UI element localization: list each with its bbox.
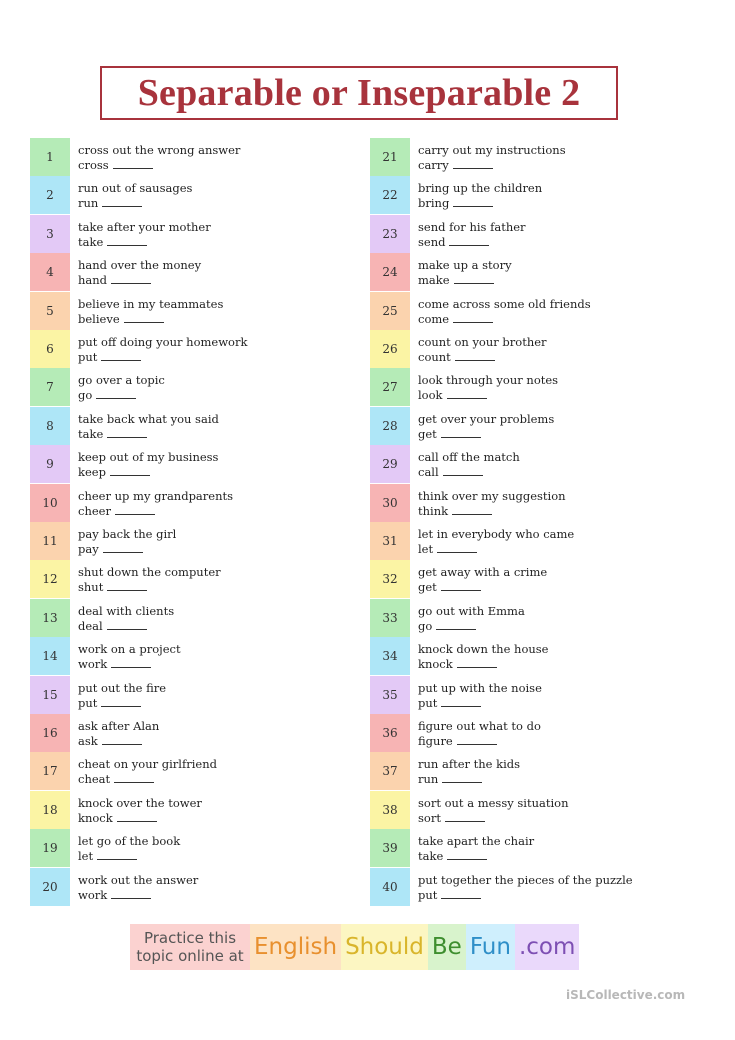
practice-line-1: Practice this	[143, 929, 237, 947]
answer-blank[interactable]	[115, 504, 155, 515]
phrasal-verb-phrase: put together the pieces of the puzzle	[418, 872, 633, 887]
answer-line	[418, 235, 718, 250]
item-text	[418, 565, 718, 595]
answer-blank[interactable]	[103, 542, 143, 553]
answer-blank[interactable]	[441, 696, 481, 707]
phrasal-verb-phrase: run after the kids	[418, 757, 521, 772]
item-text	[418, 373, 718, 403]
item-text	[418, 489, 718, 519]
phrasal-verb-phrase: make up a story	[418, 258, 512, 273]
practice-text	[130, 924, 250, 970]
verb-word: ask	[78, 734, 98, 748]
answer-blank[interactable]	[441, 427, 481, 438]
phrasal-verb-phrase: knock over the tower	[78, 795, 202, 810]
phrasal-verb-phrase: get away with a crime	[418, 565, 548, 580]
answer-line	[418, 388, 718, 403]
phrasal-verb-phrase: cheer up my grandparents	[78, 488, 234, 503]
verb-word: put	[418, 887, 438, 902]
phrasal-verb-phrase: put off doing your homework	[78, 335, 248, 349]
verb-word: get	[418, 580, 437, 595]
verb-word: take	[78, 426, 104, 441]
answer-blank[interactable]	[101, 350, 141, 361]
answer-blank[interactable]	[102, 734, 142, 745]
verb-word: let	[418, 542, 434, 556]
item-text	[78, 604, 378, 634]
item-number: 40	[370, 868, 410, 906]
answer-line	[78, 350, 378, 365]
answer-blank[interactable]	[453, 312, 493, 323]
answer-line	[78, 811, 378, 826]
item-number: 3	[30, 215, 70, 253]
answer-line	[418, 696, 718, 711]
item-number: 1	[30, 138, 70, 176]
answer-line	[78, 619, 378, 634]
answer-blank[interactable]	[107, 619, 147, 630]
answer-blank[interactable]	[111, 273, 151, 284]
answer-blank[interactable]	[441, 580, 481, 591]
item-number: 38	[370, 791, 410, 829]
item-text	[418, 642, 718, 672]
answer-line	[78, 696, 378, 711]
answer-blank[interactable]	[124, 312, 164, 323]
item-text	[418, 796, 718, 826]
item-text	[78, 681, 378, 711]
verb-word: get	[418, 426, 437, 441]
banner-word-should: Should	[341, 924, 428, 970]
answer-line	[418, 504, 718, 519]
answer-line	[78, 580, 378, 595]
item-text	[78, 796, 378, 826]
item-text	[78, 220, 378, 250]
item-number: 23	[370, 215, 410, 253]
item-text	[418, 181, 718, 211]
verb-word: believe	[78, 311, 120, 326]
answer-blank[interactable]	[453, 158, 493, 169]
verb-word: go	[418, 618, 433, 633]
verb-word: hand	[78, 273, 108, 288]
answer-blank[interactable]	[441, 888, 481, 899]
verb-word: come	[418, 311, 450, 326]
practice-banner[interactable]	[130, 924, 579, 970]
phrasal-verb-phrase: keep out of my business	[78, 450, 219, 465]
item-text	[418, 143, 718, 173]
verb-word: run	[78, 196, 99, 211]
phrasal-verb-phrase: take apart the chair	[418, 834, 535, 849]
item-text	[418, 297, 718, 327]
item-text	[418, 527, 718, 557]
verb-word: send	[418, 234, 446, 249]
practice-line-2: topic online at	[136, 947, 244, 965]
item-number: 16	[30, 714, 70, 752]
verb-word: work	[78, 657, 108, 672]
item-number: 12	[30, 560, 70, 598]
answer-line	[418, 427, 718, 442]
answer-blank[interactable]	[117, 811, 157, 822]
item-number: 9	[30, 445, 70, 483]
verb-word: make	[418, 273, 450, 288]
phrasal-verb-phrase: take after your mother	[78, 219, 211, 234]
verb-word: think	[418, 503, 449, 518]
verb-word: shut	[78, 580, 104, 595]
answer-line	[78, 273, 378, 288]
answer-line	[78, 657, 378, 672]
item-text	[78, 412, 378, 442]
answer-line	[418, 350, 718, 365]
answer-line	[418, 312, 718, 327]
answer-blank[interactable]	[452, 504, 492, 515]
item-text	[418, 834, 718, 864]
answer-line	[418, 273, 718, 288]
answer-line	[78, 158, 378, 173]
item-number: 33	[370, 599, 410, 637]
item-text	[418, 757, 718, 787]
item-text	[418, 604, 718, 634]
verb-word: cross	[78, 158, 109, 172]
item-text	[78, 450, 378, 480]
item-number: 24	[370, 253, 410, 291]
item-text	[418, 719, 718, 749]
answer-blank[interactable]	[449, 235, 489, 246]
item-number: 8	[30, 407, 70, 445]
item-number: 13	[30, 599, 70, 637]
answer-blank[interactable]	[454, 273, 494, 284]
item-number: 29	[370, 445, 410, 483]
answer-blank[interactable]	[114, 772, 154, 783]
banner-word-be: Be	[428, 924, 466, 970]
worksheet-title: Separable or Inseparable 2	[100, 66, 618, 120]
answer-line	[418, 772, 718, 787]
item-number: 11	[30, 522, 70, 560]
phrasal-verb-phrase: call off the match	[418, 450, 520, 465]
verb-word: knock	[418, 657, 453, 672]
item-number: 27	[370, 368, 410, 406]
phrasal-verb-phrase: work out the answer	[78, 872, 199, 887]
item-text	[78, 719, 378, 749]
answer-blank[interactable]	[442, 772, 482, 783]
item-text	[78, 757, 378, 787]
verb-word: pay	[78, 542, 99, 556]
item-number: 15	[30, 676, 70, 714]
verb-word: keep	[78, 465, 106, 480]
item-text	[418, 335, 718, 365]
answer-line	[418, 196, 718, 211]
item-number: 6	[30, 330, 70, 368]
answer-blank[interactable]	[445, 811, 485, 822]
item-number: 22	[370, 176, 410, 214]
item-number: 25	[370, 292, 410, 330]
phrasal-verb-phrase: work on a project	[78, 642, 181, 657]
item-text	[78, 373, 378, 403]
verb-word: put	[78, 695, 98, 710]
verb-word: cheer	[78, 503, 111, 518]
banner-word-com: .com	[515, 924, 579, 970]
verb-word: sort	[418, 810, 441, 825]
verb-word: go	[78, 388, 93, 403]
phrasal-verb-phrase: pay back the girl	[78, 527, 177, 541]
answer-blank[interactable]	[455, 350, 495, 361]
verb-word: knock	[78, 810, 113, 825]
verb-word: figure	[418, 734, 453, 748]
phrasal-verb-phrase: get over your problems	[418, 411, 555, 426]
verb-word: carry	[418, 158, 449, 172]
answer-blank[interactable]	[447, 849, 487, 860]
phrasal-verb-phrase: look through your notes	[418, 373, 559, 388]
item-text	[78, 258, 378, 288]
item-number: 18	[30, 791, 70, 829]
item-text	[78, 834, 378, 864]
answer-blank[interactable]	[101, 696, 141, 707]
verb-word: work	[78, 887, 108, 902]
item-number: 35	[370, 676, 410, 714]
answer-blank[interactable]	[111, 888, 151, 899]
answer-blank[interactable]	[457, 657, 497, 668]
verb-word: deal	[78, 618, 103, 633]
answer-blank[interactable]	[437, 542, 477, 553]
phrasal-verb-phrase: count on your brother	[418, 335, 547, 349]
answer-blank[interactable]	[453, 196, 493, 207]
answer-line	[78, 427, 378, 442]
item-text	[78, 143, 378, 173]
item-text	[78, 489, 378, 519]
answer-blank[interactable]	[111, 657, 151, 668]
item-text	[78, 642, 378, 672]
answer-line	[418, 542, 718, 557]
item-text	[418, 681, 718, 711]
verb-word: count	[418, 350, 451, 364]
verb-word: take	[418, 849, 444, 864]
item-text	[418, 258, 718, 288]
answer-blank[interactable]	[113, 158, 153, 169]
item-number: 21	[370, 138, 410, 176]
item-number: 17	[30, 752, 70, 790]
answer-line	[78, 388, 378, 403]
verb-word: call	[418, 465, 439, 480]
item-number: 19	[30, 829, 70, 867]
answer-line	[418, 734, 718, 749]
verb-word: let	[78, 849, 94, 864]
item-number: 32	[370, 560, 410, 598]
answer-line	[78, 235, 378, 250]
item-number: 31	[370, 522, 410, 560]
site-watermark: iSLCollective.com	[566, 988, 686, 1002]
item-text	[78, 181, 378, 211]
answer-line	[78, 734, 378, 749]
verb-word: bring	[418, 196, 450, 211]
phrasal-verb-phrase: ask after Alan	[78, 719, 160, 733]
phrasal-verb-phrase: sort out a messy situation	[418, 795, 569, 810]
answer-line	[78, 772, 378, 787]
phrasal-verb-phrase: let go of the book	[78, 834, 181, 849]
item-text	[78, 565, 378, 595]
item-number: 30	[370, 484, 410, 522]
phrasal-verb-phrase: shut down the computer	[78, 565, 221, 580]
answer-line	[78, 888, 378, 903]
answer-line	[418, 158, 718, 173]
phrasal-verb-phrase: run out of sausages	[78, 181, 193, 196]
verb-word: put	[418, 695, 438, 710]
item-number: 2	[30, 176, 70, 214]
item-text	[78, 335, 378, 365]
phrasal-verb-phrase: carry out my instructions	[418, 143, 566, 157]
item-number: 37	[370, 752, 410, 790]
answer-line	[418, 580, 718, 595]
item-number: 28	[370, 407, 410, 445]
phrasal-verb-phrase: let in everybody who came	[418, 527, 575, 541]
item-number: 36	[370, 714, 410, 752]
answer-line	[418, 465, 718, 480]
item-number: 34	[370, 637, 410, 675]
item-number: 10	[30, 484, 70, 522]
phrasal-verb-phrase: go out with Emma	[418, 603, 525, 618]
item-number: 5	[30, 292, 70, 330]
answer-blank[interactable]	[107, 580, 147, 591]
answer-line	[418, 657, 718, 672]
answer-line	[418, 849, 718, 864]
answer-blank[interactable]	[97, 849, 137, 860]
answer-blank[interactable]	[107, 235, 147, 246]
item-number: 26	[370, 330, 410, 368]
answer-blank[interactable]	[436, 619, 476, 630]
phrasal-verb-phrase: cheat on your girlfriend	[78, 757, 217, 772]
answer-blank[interactable]	[107, 427, 147, 438]
item-text	[78, 527, 378, 557]
verb-word: put	[78, 350, 98, 364]
answer-line	[78, 504, 378, 519]
answer-line	[418, 811, 718, 826]
answer-blank[interactable]	[110, 465, 150, 476]
answer-line	[78, 465, 378, 480]
answer-line	[78, 542, 378, 557]
answer-blank[interactable]	[457, 734, 497, 745]
answer-blank[interactable]	[443, 465, 483, 476]
phrasal-verb-phrase: cross out the wrong answer	[78, 143, 241, 157]
item-text	[418, 873, 718, 903]
answer-blank[interactable]	[447, 388, 487, 399]
item-text	[418, 412, 718, 442]
phrasal-verb-phrase: put out the fire	[78, 680, 167, 695]
answer-blank[interactable]	[96, 388, 136, 399]
phrasal-verb-phrase: go over a topic	[78, 373, 165, 388]
phrasal-verb-phrase: figure out what to do	[418, 719, 541, 733]
phrasal-verb-phrase: take back what you said	[78, 411, 219, 426]
verb-word: look	[418, 388, 443, 403]
phrasal-verb-phrase: deal with clients	[78, 603, 175, 618]
phrasal-verb-phrase: think over my suggestion	[418, 488, 566, 503]
item-text	[78, 297, 378, 327]
item-number: 4	[30, 253, 70, 291]
phrasal-verb-phrase: knock down the house	[418, 642, 549, 657]
answer-blank[interactable]	[102, 196, 142, 207]
verb-word: run	[418, 772, 439, 787]
phrasal-verb-phrase: bring up the children	[418, 181, 543, 196]
banner-word-fun: Fun	[466, 924, 515, 970]
item-number: 7	[30, 368, 70, 406]
phrasal-verb-phrase: come across some old friends	[418, 296, 591, 311]
verb-word: cheat	[78, 772, 111, 787]
answer-line	[78, 312, 378, 327]
answer-line	[418, 888, 718, 903]
banner-word-english: English	[250, 924, 341, 970]
item-text	[418, 220, 718, 250]
answer-line	[78, 849, 378, 864]
phrasal-verb-phrase: believe in my teammates	[78, 296, 224, 311]
item-text	[418, 450, 718, 480]
answer-line	[418, 619, 718, 634]
item-number: 14	[30, 637, 70, 675]
verb-word: take	[78, 234, 104, 249]
phrasal-verb-phrase: send for his father	[418, 219, 526, 234]
phrasal-verb-phrase: put up with the noise	[418, 680, 542, 695]
answer-line	[78, 196, 378, 211]
item-number: 20	[30, 868, 70, 906]
item-text	[78, 873, 378, 903]
item-number: 39	[370, 829, 410, 867]
phrasal-verb-phrase: hand over the money	[78, 258, 202, 273]
